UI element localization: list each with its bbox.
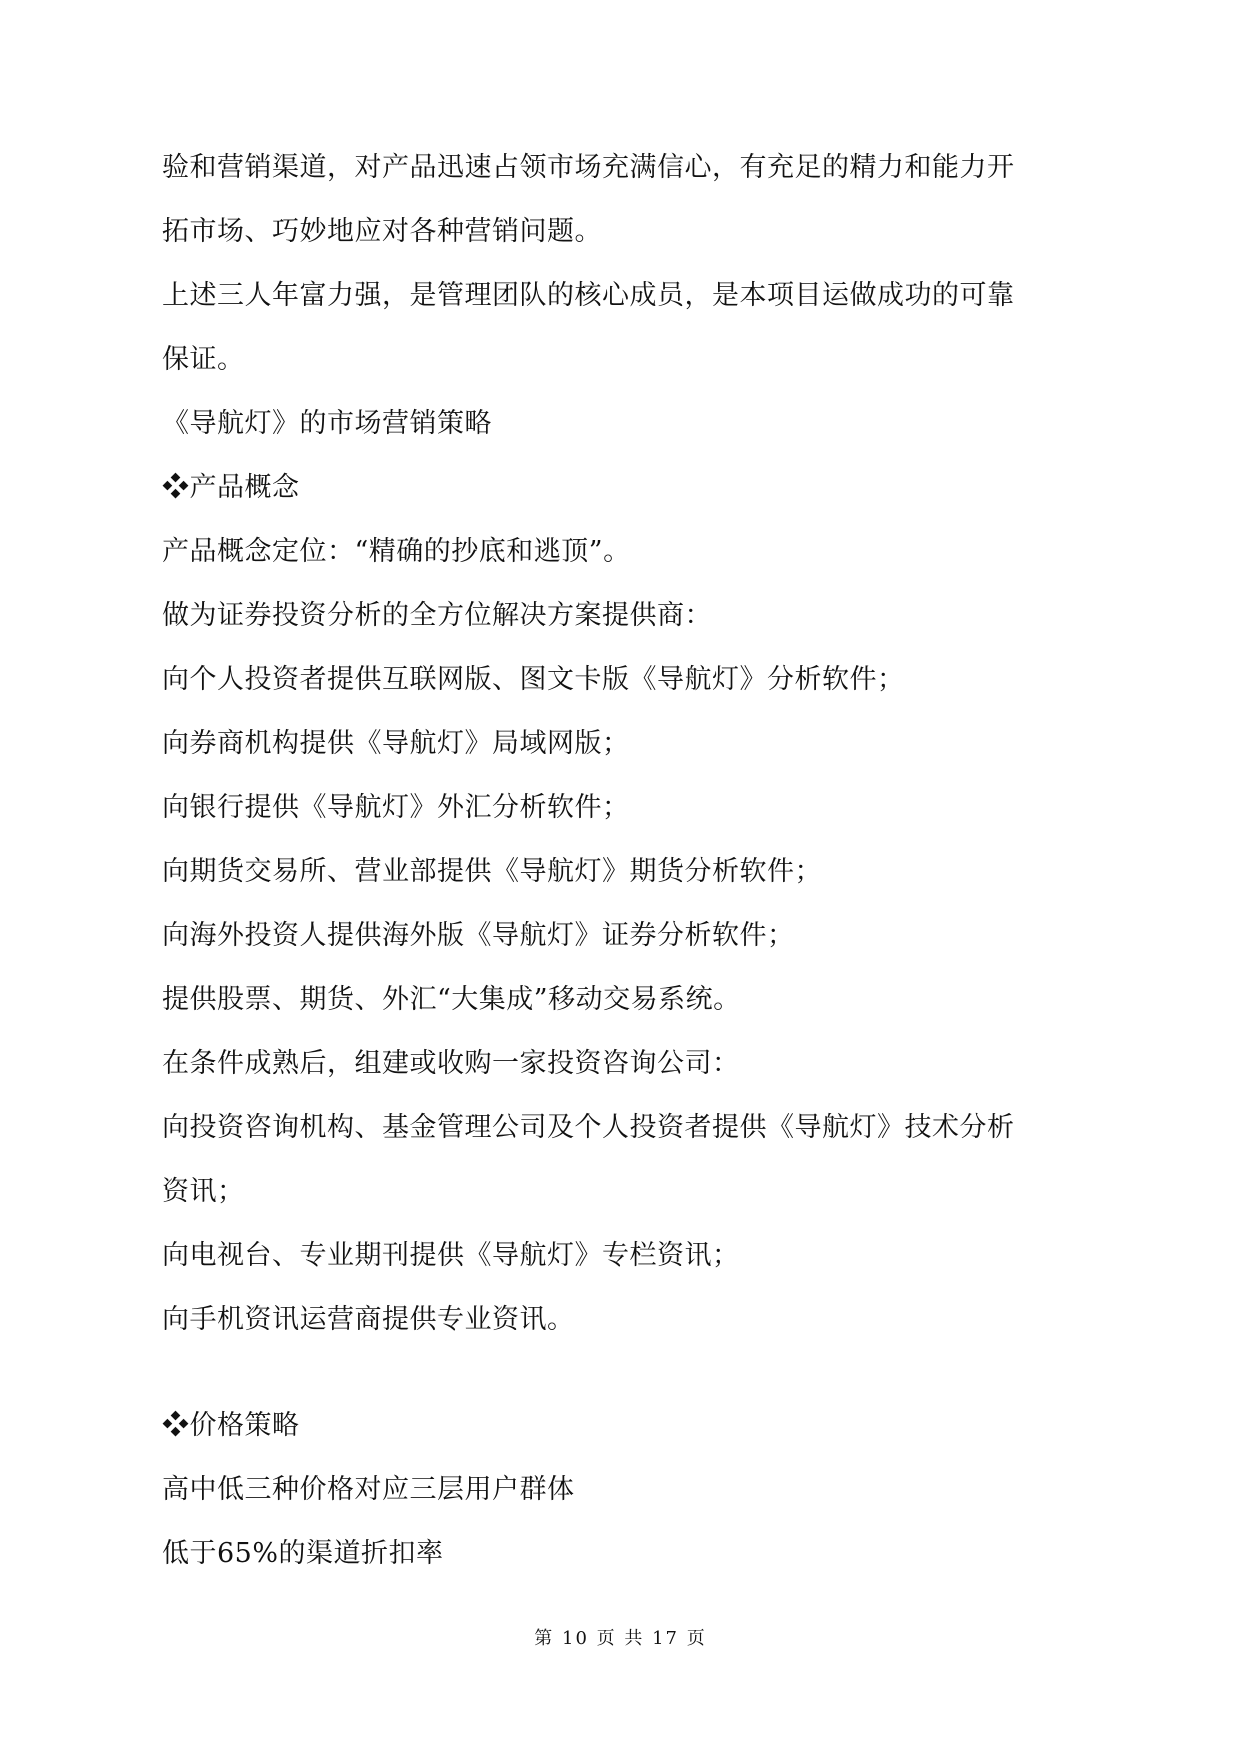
subsection-heading-pricing: ❖价格策略 bbox=[162, 1410, 300, 1441]
body-text-line: 产品概念定位：“精确的抄底和逃顶”。 bbox=[162, 536, 631, 567]
body-text-line: 向投资咨询机构、基金管理公司及个人投资者提供《导航灯》技术分析 bbox=[162, 1112, 1015, 1143]
body-text-line: 向电视台、专业期刊提供《导航灯》专栏资讯； bbox=[162, 1240, 740, 1271]
body-text-line: 在条件成熟后，组建或收购一家投资咨询公司： bbox=[162, 1048, 740, 1079]
body-text-line: 低于65%的渠道折扣率 bbox=[162, 1538, 444, 1569]
body-text-line: 向券商机构提供《导航灯》局域网版； bbox=[162, 728, 630, 759]
body-text-line: 验和营销渠道，对产品迅速占领市场充满信心，有充足的精力和能力开 bbox=[162, 152, 1015, 183]
body-text-line: 向手机资讯运营商提供专业资讯。 bbox=[162, 1304, 575, 1335]
section-heading: 《导航灯》的市场营销策略 bbox=[162, 408, 492, 439]
document-body bbox=[162, 152, 1082, 1602]
body-text-line: 资讯； bbox=[162, 1176, 245, 1207]
body-text-line: 向个人投资者提供互联网版、图文卡版《导航灯》分析软件； bbox=[162, 664, 905, 695]
body-text-line: 向期货交易所、营业部提供《导航灯》期货分析软件； bbox=[162, 856, 822, 887]
body-text-line: 向海外投资人提供海外版《导航灯》证券分析软件； bbox=[162, 920, 795, 951]
body-text-line: 拓市场、巧妙地应对各种营销问题。 bbox=[162, 216, 602, 247]
body-text-line: 保证。 bbox=[162, 344, 245, 375]
subsection-heading-product-concept: ❖产品概念 bbox=[162, 472, 300, 503]
body-text-line: 提供股票、期货、外汇“大集成”移动交易系统。 bbox=[162, 984, 741, 1015]
body-text-line: 上述三人年富力强，是管理团队的核心成员，是本项目运做成功的可靠 bbox=[162, 280, 1015, 311]
paragraph-gap bbox=[162, 1368, 1082, 1410]
body-text-line: 高中低三种价格对应三层用户群体 bbox=[162, 1474, 575, 1505]
body-text-line: 做为证券投资分析的全方位解决方案提供商： bbox=[162, 600, 712, 631]
page-number-footer: 第 10 页 共 17 页 bbox=[534, 1628, 707, 1649]
body-text-line: 向银行提供《导航灯》外汇分析软件； bbox=[162, 792, 630, 823]
